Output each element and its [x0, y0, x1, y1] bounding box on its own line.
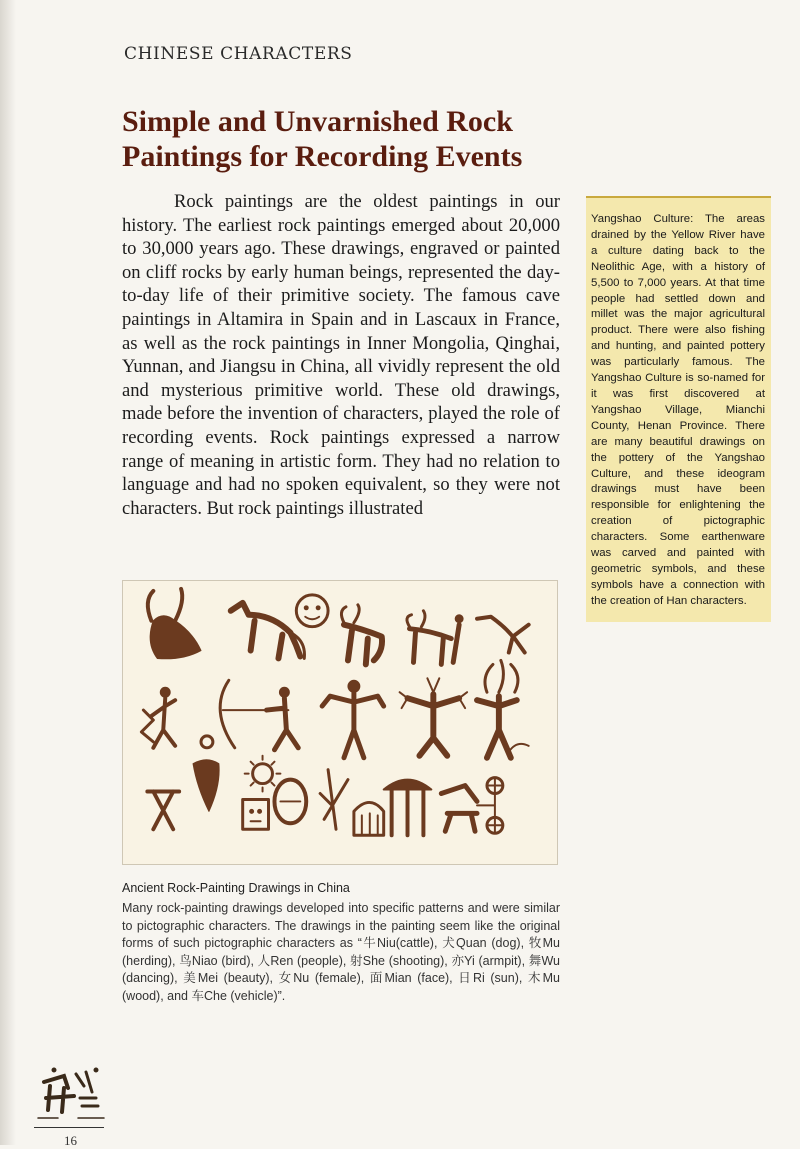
rock-painting-figure [122, 580, 558, 865]
article-headline: Simple and Unvarnished Rock Paintings for Recording Events [122, 105, 523, 173]
mushroom-shelter-glyph [384, 780, 432, 836]
footer-rule [34, 1127, 104, 1128]
sidebar-note-box [586, 196, 771, 622]
figure-caption-body: Many rock-painting drawings developed into specific patterns and were similar to pictographic characters. The drawings in the painting seem like the original forms of such pictographic characters as “牛Niu(cattle), 犬Quan (dog), 牧Mu (herding), 鸟Niao (bird), 人Ren (people), 射She (shooting), 亦Yi (armpit), 舞Wu (dancing), 美Mei (beauty), 女Nu (female), 面Mian (face), 日Ri (sun), 木Mu (wood), and 车Che (vehicle)”. [122, 901, 560, 1003]
dancing-glyph [400, 678, 468, 755]
people-glyph [141, 687, 175, 748]
rock-painting-illustration [123, 581, 557, 864]
body-paragraph: Rock paintings are the oldest paintings in our history. The earliest rock paintings emerged about 20,000 to 30,000 years ago. These drawings, engraved or painted on cliff rocks by early human beings, represented the day-to-day life of their primitive society. The famous cave paintings in Altamira in Spain and in Lascaux in France, as well as the rock paintings in Inner Mongolia, Qinghai, Yunnan, and Jiangsu in China, all vividly represent the old and mysterious primitive world. These old drawings, made before the invention of characters, played the role of recording events. Rock paintings expressed a narrow range of meaning in artistic form. They had no relation to language and had no spoken equivalent, so they were not characters. But rock paintings illustrated [122, 191, 560, 519]
mian-face-glyph [243, 799, 269, 829]
running-head: CHINESE CHARACTERS [124, 44, 353, 64]
female-glyph [147, 736, 219, 829]
herding-glyph [341, 605, 382, 665]
hut-glyph [354, 802, 384, 835]
armpit-glyph [322, 680, 384, 757]
dog-glyph [231, 603, 305, 659]
page-gutter-shadow [0, 0, 16, 1145]
cattle-herder-glyph [407, 611, 463, 665]
vehicle-glyph [441, 778, 503, 834]
figure-caption-title: Ancient Rock-Painting Drawings in China [122, 881, 350, 895]
cattle-glyph [148, 589, 201, 659]
bird-glyph [477, 617, 529, 653]
wood-glyph [320, 770, 348, 830]
shooting-glyph [220, 680, 298, 750]
sun-glyph [245, 756, 281, 792]
oval-shield-glyph [274, 780, 306, 824]
beauty-glyph [477, 660, 529, 757]
page-number: 16 [64, 1133, 77, 1148]
face-glyph [296, 595, 328, 627]
corner-emblem-logo [34, 1062, 110, 1124]
sidebar-note-text: Yangshao Culture: The areas drained by the Yellow River have a culture dating back to the Neolithic Age, with a history of 5,500 to 7,000 years. At that time people had settled down and millet was the major agricultural product. There were also fishing and hunting, and painted pottery was particularly famous. The Yangshao Culture is so-named for it was first discovered at Yangshao Village, Mianchi County, Henan Province. There are many beautiful drawings on the pottery of the Yangshao Culture, and these ideogram drawings must have been responsible for enlightening the creation of pictographic characters. Some earthenware was carved and painted with geometric symbols, and these symbols have a connection with the creation of Han characters. [591, 213, 765, 607]
